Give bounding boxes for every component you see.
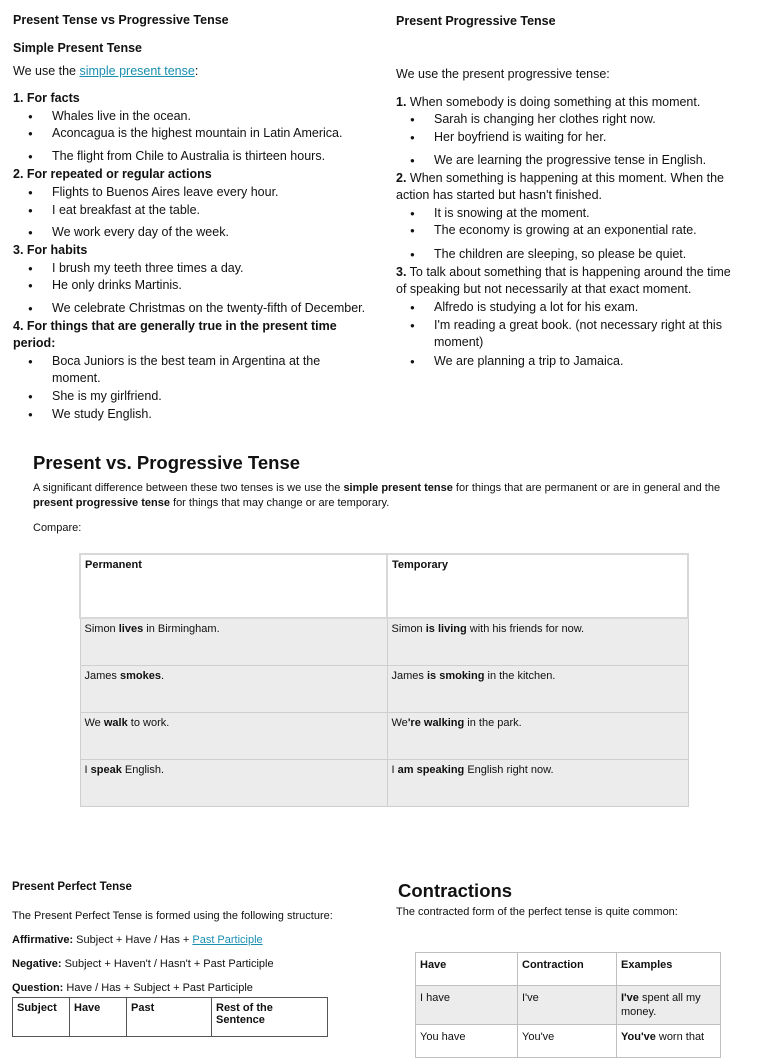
- list-item: ● Whales live in the ocean.: [52, 108, 191, 125]
- simple-present-intro: [13, 63, 198, 80]
- list-item-continuation: moment.: [52, 371, 101, 385]
- column-header: Have: [416, 953, 518, 986]
- table-row: [80, 666, 688, 713]
- para-text: for things that are permanent or are in general and the: [452, 482, 721, 494]
- para-emphasis: present progressive tense: [33, 497, 170, 509]
- point-number: 2.: [396, 171, 407, 185]
- progressive-point-3: [396, 264, 731, 281]
- list-item: ● I brush my teeth three times a day.: [52, 260, 244, 277]
- section-title-present-perfect: Present Perfect Tense: [12, 881, 132, 893]
- progressive-point-3-cont: of speaking but not necessarily at that exact moment.: [396, 282, 692, 296]
- list-item-continuation: moment): [434, 335, 484, 349]
- progressive-point-1: [396, 94, 700, 111]
- list-item: ● The flight from Chile to Australia is thirteen hours.: [52, 148, 325, 165]
- heading-habits: 3. For habits: [13, 243, 88, 257]
- list-item: ● I eat breakfast at the table.: [52, 202, 200, 219]
- table-cell: [387, 618, 688, 666]
- cell-verb: I've: [621, 992, 639, 1004]
- cell-text: English.: [121, 764, 165, 776]
- cell-text: to work.: [127, 717, 170, 729]
- para-text: A significant difference between these two tenses is we use the: [33, 482, 344, 494]
- table-cell: [387, 760, 688, 807]
- list-item: ● The economy is growing at an exponential rate.: [434, 222, 697, 239]
- table-header-row: [80, 554, 688, 618]
- structure-text: Subject + Haven't / Hasn't + Past Participle: [61, 958, 274, 970]
- point-text: To talk about something that is happening around the time: [406, 265, 731, 279]
- comparison-paragraph: [33, 481, 753, 511]
- cell-text: I: [84, 764, 91, 776]
- column-header-permanent: Permanent: [80, 554, 387, 618]
- table-cell: [617, 1025, 721, 1058]
- present-perfect-table: [12, 997, 328, 1037]
- cell-text: with his friends for now.: [466, 623, 585, 635]
- structure-label: Question:: [12, 982, 64, 994]
- progressive-point-2: [396, 170, 724, 187]
- list-item: ● She is my girlfriend.: [52, 388, 162, 405]
- column-header: Contraction: [518, 953, 617, 986]
- table-row: [80, 618, 688, 666]
- table-row: [80, 713, 688, 760]
- cell-verb: 're walking: [407, 717, 465, 729]
- list-item: ● Alfredo is studying a lot for his exam.: [434, 299, 638, 316]
- table-row: [416, 986, 721, 1025]
- list-item: ● Boca Juniors is the best team in Argentina at the: [52, 353, 320, 370]
- column-header: Examples: [617, 953, 721, 986]
- list-item: ● We work every day of the week.: [52, 224, 229, 241]
- intro-suffix: :: [194, 64, 199, 78]
- table-cell: You have: [416, 1025, 518, 1058]
- comparison-table: [79, 553, 689, 807]
- present-perfect-intro: The Present Perfect Tense is formed using the following structure:: [12, 910, 333, 922]
- list-item: ● We celebrate Christmas on the twenty-fifth of December.: [52, 300, 365, 317]
- section-title-simple-present: Simple Present Tense: [13, 41, 142, 55]
- structure-text: Have / Has + Subject + Past Participle: [63, 982, 253, 994]
- cell-text: worn that: [655, 1031, 705, 1043]
- list-item: ● It is snowing at the moment.: [434, 205, 590, 222]
- table-cell: [387, 666, 688, 713]
- list-item: ● We study English.: [52, 406, 152, 423]
- cell-text: .: [160, 670, 165, 682]
- column-header: Past: [127, 998, 212, 1037]
- list-item: ● Flights to Buenos Aires leave every hour.: [52, 184, 279, 201]
- cell-text: English right now.: [464, 764, 554, 776]
- table-cell: [80, 666, 387, 713]
- column-header-temporary: Temporary: [387, 554, 688, 618]
- contractions-intro: The contracted form of the perfect tense is quite common:: [396, 906, 678, 918]
- structure-label: Affirmative:: [12, 934, 74, 946]
- intro-prefix: We use the: [13, 64, 80, 78]
- cell-verb: is smoking: [426, 670, 485, 682]
- heading-general-truths-cont: period:: [13, 336, 56, 350]
- table-header-row: [13, 998, 328, 1037]
- list-item: ● Aconcagua is the highest mountain in Latin America.: [52, 125, 342, 142]
- simple-present-link[interactable]: simple present tense: [79, 64, 195, 78]
- table-cell: [80, 760, 387, 807]
- heading-repeated: 2. For repeated or regular actions: [13, 167, 212, 181]
- cell-verb: am speaking: [397, 764, 465, 776]
- cell-text: I: [391, 764, 398, 776]
- structure-label: Negative:: [12, 958, 62, 970]
- cell-text: in Birmingham.: [143, 623, 220, 635]
- table-row: [80, 760, 688, 807]
- contractions-table: [415, 952, 721, 1058]
- cell-text: spent all my money.: [621, 992, 701, 1018]
- table-cell: I have: [416, 986, 518, 1025]
- cell-text: in the kitchen.: [484, 670, 556, 682]
- table-cell: You've: [518, 1025, 617, 1058]
- question-structure: [12, 981, 253, 996]
- cell-text: We: [391, 717, 408, 729]
- table-cell: [617, 986, 721, 1025]
- point-text: When something is happening at this moment. When the: [406, 171, 724, 185]
- column-header: Subject: [13, 998, 70, 1037]
- list-item: ● Sarah is changing her clothes right now.: [434, 111, 656, 128]
- cell-verb: walk: [103, 717, 128, 729]
- list-item: ● We are planning a trip to Jamaica.: [434, 353, 623, 370]
- para-text: for things that may change or are temporary.: [169, 497, 390, 509]
- list-item: ● He only drinks Martinis.: [52, 277, 182, 294]
- page-title: Present Tense vs Progressive Tense: [13, 13, 229, 27]
- point-text: When somebody is doing something at this moment.: [406, 95, 701, 109]
- table-cell: [387, 713, 688, 760]
- point-number: 3.: [396, 265, 407, 279]
- past-participle-link[interactable]: Past Participle: [192, 934, 263, 946]
- cell-text: in the park.: [464, 717, 522, 729]
- cell-text: We: [84, 717, 104, 729]
- cell-text: James: [84, 670, 120, 682]
- structure-text: Subject + Have / Has +: [73, 934, 193, 946]
- cell-verb: You've: [621, 1031, 656, 1043]
- section-title-progressive: Present Progressive Tense: [396, 14, 556, 28]
- para-emphasis: simple present tense: [343, 482, 453, 494]
- compare-label: Compare:: [33, 522, 82, 534]
- table-cell: [80, 618, 387, 666]
- table-cell: [80, 713, 387, 760]
- list-item: ● The children are sleeping, so please be quiet.: [434, 246, 686, 263]
- list-item: ● We are learning the progressive tense in English.: [434, 152, 706, 169]
- list-item: ● Her boyfriend is waiting for her.: [434, 129, 606, 146]
- table-cell: I've: [518, 986, 617, 1025]
- list-item: ● I'm reading a great book. (not necessary right at this: [434, 317, 722, 334]
- cell-verb: is living: [425, 623, 467, 635]
- cell-text: Simon: [391, 623, 426, 635]
- point-number: 1.: [396, 95, 407, 109]
- column-header: Rest of the Sentence: [212, 998, 328, 1037]
- cell-text: Simon: [84, 623, 119, 635]
- cell-verb: smokes: [119, 670, 161, 682]
- section-title-contractions: Contractions: [398, 880, 513, 901]
- heading-facts: 1. For facts: [13, 91, 80, 105]
- cell-verb: speak: [90, 764, 122, 776]
- heading-general-truths: 4. For things that are generally true in the present time: [13, 319, 337, 333]
- negative-structure: [12, 957, 274, 972]
- progressive-point-2-cont: action has started but hasn't finished.: [396, 188, 602, 202]
- table-header-row: [416, 953, 721, 986]
- progressive-intro: We use the present progressive tense:: [396, 67, 610, 81]
- comparison-heading: Present vs. Progressive Tense: [33, 452, 301, 473]
- affirmative-structure: [12, 933, 263, 948]
- cell-verb: lives: [118, 623, 144, 635]
- cell-text: James: [391, 670, 427, 682]
- column-header: Have: [70, 998, 127, 1037]
- table-row: [416, 1025, 721, 1058]
